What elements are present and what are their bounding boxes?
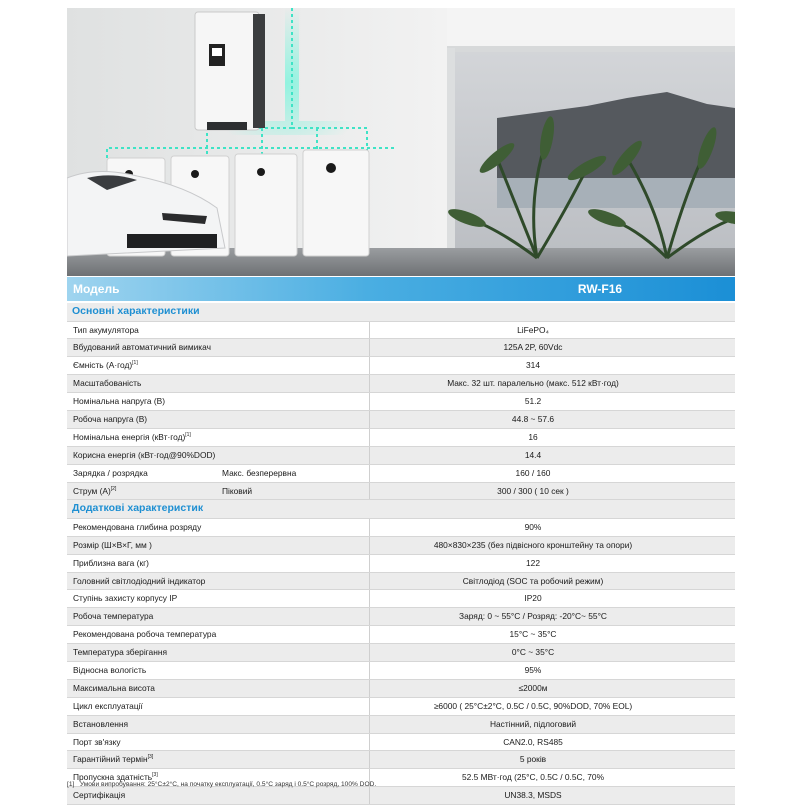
spec-value: IP20 [524,593,542,604]
spec-row [67,519,735,537]
spec-row [67,680,735,698]
product-photo [67,8,735,276]
spec-label [73,447,215,464]
spec-row [67,698,735,716]
section-extra-header [67,500,735,519]
column-divider [369,465,370,482]
spec-label [73,626,216,643]
spec-label-text: Корисна енергія (кВт·год@90%DOD) [73,449,216,460]
spec-row [67,411,735,429]
installation-scene-illustration [67,8,735,276]
spec-value: 52.5 МВт·год (25°C, 0.5C / 0.5C, 70% [461,772,605,783]
column-divider [369,644,370,661]
spec-row [67,644,735,662]
spec-label-text: Цикл експлуатації [73,700,143,711]
spec-label-text: Приблизна вага (кг) [73,557,149,568]
spec-label-text: Струм (А) [73,485,111,496]
spec-label [73,483,116,500]
spec-row [67,465,735,483]
spec-row [67,787,735,805]
column-divider [369,429,370,446]
spec-row [67,626,735,644]
spec-sublabel: Піковий [222,485,253,496]
spec-value: 0°C ~ 35°C [511,647,555,658]
spec-footnote-ref: [1] [132,360,138,367]
spec-footnote-ref: [3] [147,754,154,761]
column-divider [369,787,370,804]
spec-label-text: Робоча температура [73,611,154,622]
spec-row [67,322,735,340]
spec-label [73,519,201,536]
column-divider [369,590,370,607]
spec-label-text: Максимальна висота [73,682,155,693]
spec-label-text: Тип акумулятора [73,324,139,335]
spec-value: UN38.3, MSDS [504,790,562,801]
column-divider [369,357,370,374]
spec-label [73,555,149,572]
spec-row [67,357,735,375]
main-rows-group [67,322,735,501]
spec-label-text: Порт зв'язку [73,736,121,747]
spec-label [73,429,191,446]
model-header-bar [67,277,735,301]
footnote-text: Умови випробування: 25°C±2°C, на початку експлуатації, 0.5°C заряд і 0.5°C розряд, 100% DOD. [79,781,377,788]
spec-label [73,680,155,697]
column-divider [369,393,370,410]
spec-table [67,303,735,805]
spec-value: ≥6000 ( 25°C±2°C, 0.5C / 0.5C, 90%DOD, 70% EOL) [433,700,633,711]
column-divider [369,573,370,590]
spec-value: 90% [524,521,542,532]
spec-row [67,429,735,447]
spec-value: 16 [528,431,538,442]
spec-row [67,716,735,734]
spec-label [73,339,211,356]
spec-label [73,573,205,590]
spec-label-text: Зарядка / розрядка [73,467,148,478]
spec-value: LiFePO₄ [517,324,549,335]
spec-label-text: Розмір (Ш×В×Г, мм ) [73,539,152,550]
spec-row [67,734,735,752]
spec-value: Світлодіод (SOC та робочий режим) [462,575,604,586]
column-divider [369,751,370,768]
spec-value: 160 / 160 [515,467,551,478]
spec-value: Макс. 32 шт. паралельно (макс. 512 кВт·год) [447,378,619,389]
column-divider [369,555,370,572]
spec-label [73,393,165,410]
spec-label-text: Головний світлодіодний індикатор [73,575,206,586]
spec-label-text: Рекомендована глибина розряду [73,521,202,532]
spec-value: Настінний, підлоговий [489,718,577,729]
spec-row [67,608,735,626]
column-divider [369,411,370,428]
model-label: Модель [73,282,120,296]
spec-label-text: Ємність (А·год) [73,360,133,371]
spec-label-text: Ступінь захисту корпусу IP [73,593,178,604]
spec-label-text: Вбудований автоматичний вимикач [73,342,211,353]
spec-value: 5 років [519,754,547,765]
column-divider [369,537,370,554]
spec-label [73,608,153,625]
extra-rows-group [67,519,735,805]
spec-label [73,698,143,715]
spec-row [67,590,735,608]
spec-label-text: Відносна вологість [73,665,147,676]
spec-row [67,537,735,555]
spec-label-text: Номінальна напруга (В) [73,396,166,407]
spec-label [73,590,177,607]
spec-value: ≤2000м [518,682,548,693]
column-divider [369,519,370,536]
spec-row [67,447,735,465]
spec-label [73,465,148,482]
spec-row [67,339,735,357]
spec-label-text: Номінальна енергія (кВт·год) [73,431,186,442]
spec-label [73,322,139,339]
column-divider [369,375,370,392]
spec-value: 122 [526,557,540,568]
spec-label-text: Гарантійний термін [73,754,148,765]
spec-row [67,393,735,411]
spec-value: 15°C ~ 35°C [509,629,557,640]
spec-row [67,573,735,591]
spec-label-text: Температура зберігання [73,647,167,658]
spec-row [67,375,735,393]
spec-label-text: Рекомендована робоча температура [73,629,217,640]
spec-value: 14.4 [524,449,542,460]
column-divider [369,626,370,643]
column-divider [369,734,370,751]
spec-value: 44.8 ~ 57.6 [511,413,555,424]
spec-label [73,644,167,661]
spec-label [73,375,141,392]
column-divider [369,322,370,339]
spec-label [73,357,138,374]
spec-label [73,751,153,768]
spec-label [73,734,121,751]
column-divider [369,680,370,697]
spec-row [67,751,735,769]
column-divider [369,608,370,625]
spec-value: 95% [524,665,542,676]
column-divider [369,339,370,356]
column-divider [369,447,370,464]
column-divider [369,698,370,715]
spec-value: 314 [526,360,540,371]
spec-sublabel: Макс. безперервна [222,467,297,478]
spec-value: Заряд: 0 ~ 55°C / Розряд: -20°C~ 55°C [459,611,607,622]
spec-label-text: Пропускна здатність [73,772,153,783]
spec-label [73,411,147,428]
spec-row [67,555,735,573]
column-divider [369,483,370,500]
spec-label [73,662,146,679]
spec-footnote-ref: [1] [185,431,191,438]
spec-row [67,662,735,680]
spec-label-text: Сертифікація [73,790,126,801]
footnote [67,781,376,788]
model-value: RW-F16 [577,282,623,296]
spec-value: 480×830×235 (без підвісного кронштейну та опори) [433,539,633,550]
section-main-header [67,303,735,322]
spec-value: 125A 2P, 60Vdc [503,342,563,353]
spec-label-text: Робоча напруга (В) [73,413,148,424]
section-main-title: Основні характеристики [72,305,200,317]
spec-footnote-ref: [2] [110,485,117,492]
spec-value: CAN2.0, RS485 [503,736,563,747]
spec-value: 300 / 300 ( 10 сек ) [497,485,569,496]
spec-label [73,716,128,733]
section-extra-title: Додаткові характеристик [72,502,204,515]
column-divider [369,716,370,733]
spec-label-text: Масштабованість [73,378,142,389]
spec-row [67,483,735,501]
spec-label-text: Встановлення [73,718,129,729]
spec-label [73,537,152,554]
column-divider [369,662,370,679]
spec-label [73,787,125,804]
spec-value: 51.2 [524,396,542,407]
footnote-ref: [1] [67,781,75,788]
spec-footnote-ref: [3] [152,772,158,779]
